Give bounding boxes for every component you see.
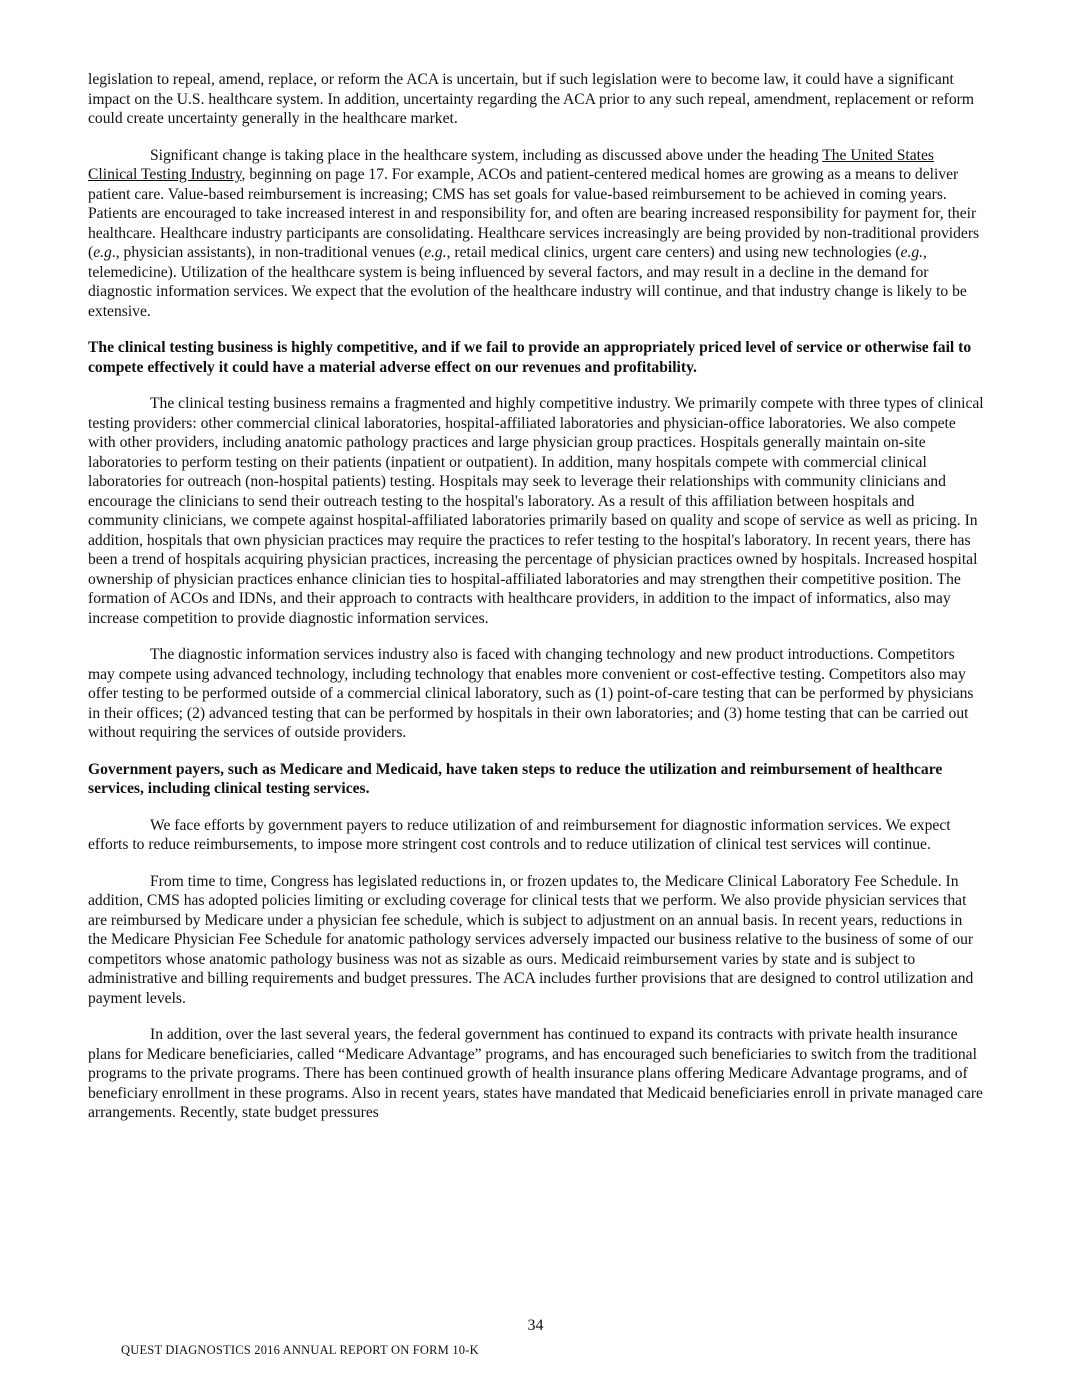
- risk-heading-competition: The clinical testing business is highly competitive, and if we fail to provide an appropriately priced level of service or otherwise fail to compete effectively it could have a material adverse effect on our revenues and profitability.: [88, 339, 972, 376]
- risk-heading-government-payers: Government payers, such as Medicare and Medicaid, have taken steps to reduce the utilization and reimbursement of healthcare services, including clinical testing services.: [88, 760, 943, 797]
- paragraph-medicare-advantage: In addition, over the last several years, the federal government has continued to expand its contracts with private health insurance plans for Medicare beneficiaries, called “Medicare Advantage” programs, and has encouraged such beneficiaries to switch from the traditional programs to the private programs. There has been continued growth of health insurance plans offering Medicare Advantage programs, and of beneficiary enrollment in these programs. Also in recent years, states have mandated that Medicaid beneficiaries enroll in private managed care arrangements. Recently, state budget pressures: [88, 1026, 983, 1121]
- emphasis-text: e.g.: [424, 244, 447, 261]
- paragraph-competition: The clinical testing business remains a fragmented and highly competitive industry. We primarily compete with three types of clinical testing providers: other commercial clinical laboratories, hospital-affiliated laboratories and physician-office laboratories. We also compete with other providers, including anatomic pathology practices and large physician group practices. Hospitals generally maintain on-site laboratories to perform testing on their patients (inpatient or outpatient). In addition, many hospitals compete with commercial clinical laboratories for outreach (non-hospital patients) testing. Hospitals may seek to leverage their relationships with community clinicians and encourage the clinicians to send their outreach testing to the hospital's laboratory. As a result of this affiliation between hospitals and community clinicians, we compete against hospital-affiliated laboratories primarily based on quality and scope of service as well as pricing. In addition, hospitals that own physician practices may require the practices to refer testing to the hospital's laboratory. In recent years, there has been a trend of hospitals acquiring physician practices, increasing the percentage of physician practices owned by hospitals. Increased hospital ownership of physician practices enhance clinician ties to hospital-affiliated laboratories and may strengthen their competitive position. The formation of ACOs and IDNs, and their approach to contracts with healthcare providers, in addition to the impact of informatics, also may increase competition to provide diagnostic information services.: [88, 395, 984, 627]
- page-footer: QUEST DIAGNOSTICS 2016 ANNUAL REPORT ON FORM 10-K: [121, 1343, 479, 1357]
- paragraph-technology: The diagnostic information services industry also is faced with changing technology and new product introductions. Competitors may compete using advanced technology, including technology that enables more convenient or cost-effective testing. Competitors also may offer testing to be performed outside of a commercial clinical laboratory, such as (1) point-of-care testing that can be performed by physicians in their offices; (2) advanced testing that can be performed by hospitals in their own laboratories; and (3) home testing that can be carried out without requiring the services of outside providers.: [88, 646, 974, 741]
- paragraph-healthcare-change: [88, 146, 984, 322]
- emphasis-text: e.g.: [900, 244, 924, 261]
- paragraph-text: ., physician assistants), in non-traditional venues (: [111, 244, 425, 261]
- page-number: 34: [527, 1317, 544, 1334]
- emphasis-text: e.g: [93, 244, 112, 261]
- paragraph-text: Significant change is taking place in the healthcare system, including as discussed above under the heading: [150, 146, 823, 164]
- paragraph-text: , telemedicine). Utilization of the healthcare system is being influenced by several factors, and may result in a decline in the demand for diagnostic information services. We expect that the evolution of the healthcare industry will continue, and that industry change is likely to be extensive.: [88, 244, 967, 320]
- paragraph-government-efforts: We face efforts by government payers to reduce utilization of and reimbursement for diagnostic information services. We expect efforts to reduce reimbursements, to impose more stringent cost controls and to reduce utilization of clinical test services will continue.: [88, 816, 951, 853]
- section-reference-link[interactable]: The United States Clinical Testing Industry: [88, 146, 934, 183]
- paragraph-fee-schedule: From time to time, Congress has legislated reductions in, or frozen updates to, the Medicare Clinical Laboratory Fee Schedule. In addition, CMS has adopted policies limiting or excluding coverage for clinical tests that we perform. We also provide physician services that are reimbursed by Medicare under a physician fee schedule, which is subject to adjustment on an annual basis. In recent years, reductions in the Medicare Physician Fee Schedule for anatomic pathology services adversely impacted our business relative to the business of some of our competitors whose anatomic pathology business was not as sizable as ours. Medicaid reimbursement varies by state and is subject to administrative and billing requirements and budget pressures. The ACA includes further provisions that are designed to control utilization and payment levels.: [88, 872, 974, 1007]
- paragraph-text: , retail medical clinics, urgent care centers) and using new technologies (: [446, 244, 901, 261]
- paragraph-text: , beginning on page 17. For example, ACOs and patient-centered medical homes are growing as a means to deliver patient care. Value-based reimbursement is increasing; CMS has set goals for value-based reimbursement to be achieved in coming years. Patients are encouraged to take increased interest in and responsibility for, and often are bearing increased responsibility for payment for, their healthcare. Healthcare industry participants are consolidating. Healthcare services increasingly are being provided by non-traditional providers (: [88, 166, 980, 261]
- paragraph-aca-legislation: legislation to repeal, amend, replace, or reform the ACA is uncertain, but if such legislation were to become law, it could have a significant impact on the U.S. healthcare system. In addition, uncertainty regarding the ACA prior to any such repeal, amendment, replacement or reform could create uncertainty generally in the healthcare market.: [88, 71, 974, 127]
- document-body: [88, 70, 984, 1140]
